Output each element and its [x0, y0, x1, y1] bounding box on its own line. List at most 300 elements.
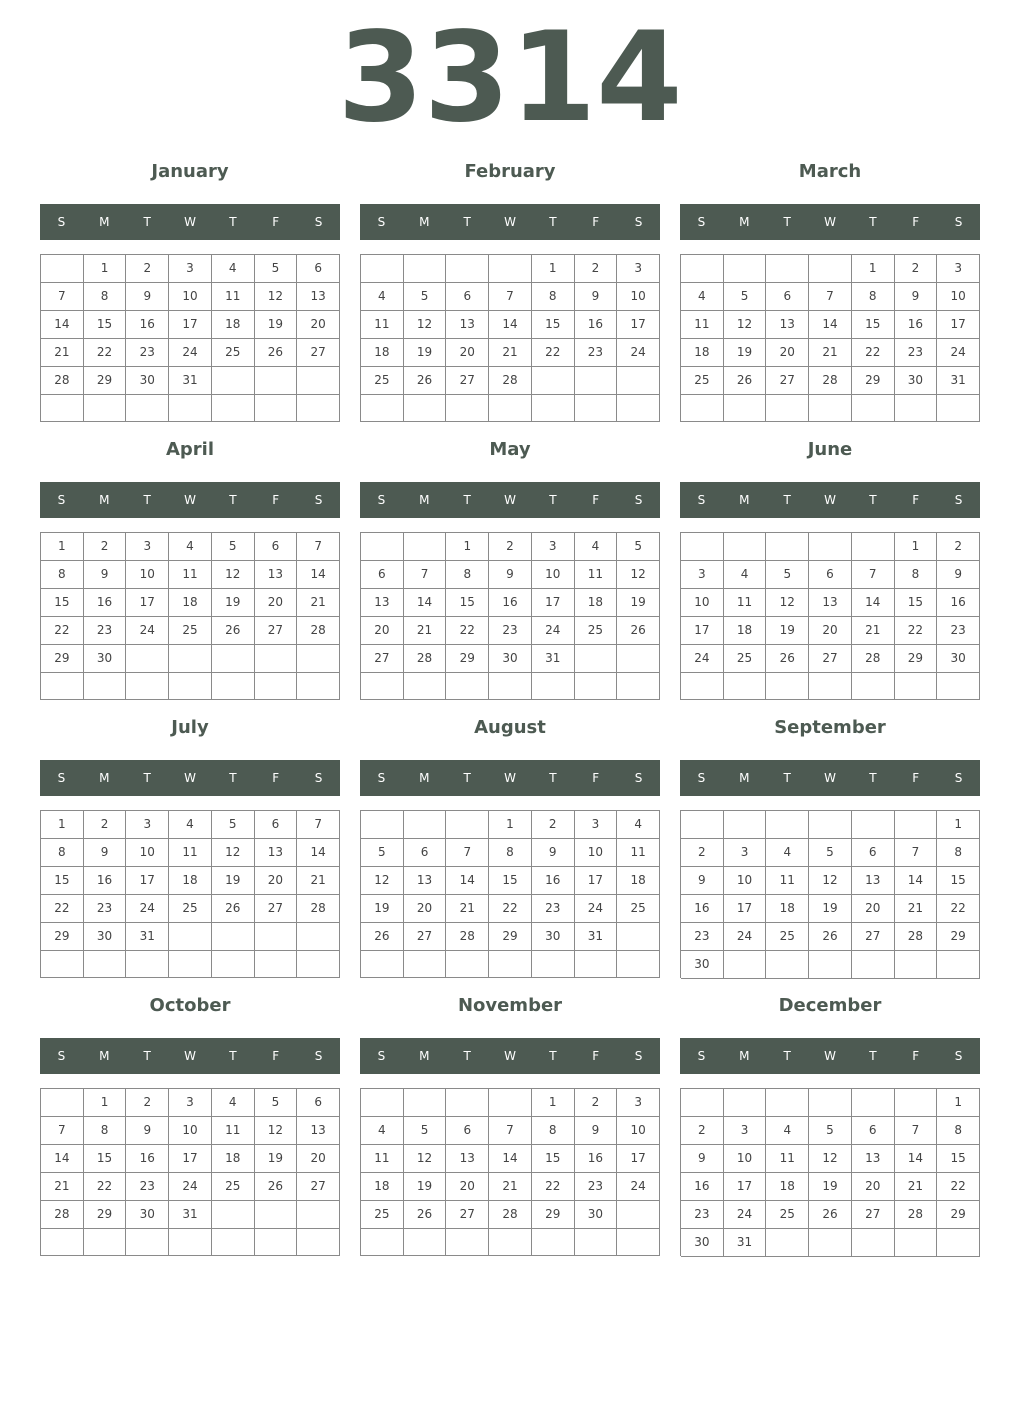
weekday-label: S: [634, 771, 643, 785]
empty-day-cell: [126, 673, 169, 700]
weekday-label: T: [869, 771, 877, 785]
day-cell: 26: [255, 1173, 298, 1201]
day-cell: 9: [681, 867, 724, 895]
empty-day-cell: [84, 673, 127, 700]
day-cell: 11: [169, 839, 212, 867]
weekday-label: M: [99, 1049, 110, 1063]
empty-day-cell: [809, 951, 852, 979]
day-cell: 29: [41, 923, 84, 951]
day-cell: 22: [532, 339, 575, 367]
empty-day-cell: [681, 811, 724, 839]
month-name: August: [474, 717, 546, 738]
day-cell: 13: [255, 839, 298, 867]
day-cell: 26: [212, 617, 255, 645]
weekday-label: T: [229, 1049, 237, 1063]
empty-day-cell: [41, 673, 84, 700]
empty-day-cell: [809, 673, 852, 700]
day-cell: 20: [446, 1173, 489, 1201]
day-cell: 25: [169, 617, 212, 645]
day-cell: 2: [681, 839, 724, 867]
empty-day-cell: [852, 673, 895, 700]
day-grid: [360, 532, 660, 700]
day-cell: 25: [681, 367, 724, 395]
empty-day-cell: [297, 395, 340, 422]
weekday-label: S: [57, 1049, 66, 1063]
day-cell: 9: [532, 839, 575, 867]
empty-day-cell: [446, 395, 489, 422]
empty-day-cell: [937, 395, 980, 422]
day-cell: 4: [212, 1089, 255, 1117]
day-grid: [40, 810, 340, 978]
weekday-label: S: [57, 771, 66, 785]
empty-day-cell: [852, 1229, 895, 1257]
day-cell: 24: [617, 1173, 660, 1201]
weekday-label: S: [377, 771, 386, 785]
day-cell: 26: [212, 895, 255, 923]
day-cell: 6: [766, 283, 809, 311]
day-cell: 16: [575, 311, 618, 339]
day-cell: 27: [255, 617, 298, 645]
day-cell: 13: [404, 867, 447, 895]
day-cell: 24: [724, 1201, 767, 1229]
day-cell: 26: [766, 645, 809, 673]
empty-day-cell: [852, 1089, 895, 1117]
weekday-label: M: [419, 215, 430, 229]
weekday-label: S: [954, 771, 963, 785]
day-cell: 13: [852, 1145, 895, 1173]
day-cell: 26: [617, 617, 660, 645]
weekday-label: S: [634, 493, 643, 507]
day-cell: 27: [446, 1201, 489, 1229]
day-cell: 14: [895, 1145, 938, 1173]
day-cell: 15: [937, 867, 980, 895]
day-cell: 3: [724, 839, 767, 867]
day-cell: 28: [446, 923, 489, 951]
weekday-label: W: [184, 215, 196, 229]
day-cell: 20: [809, 617, 852, 645]
weekday-label: S: [377, 215, 386, 229]
day-cell: 14: [297, 561, 340, 589]
month-november: [360, 990, 660, 1260]
day-cell: 19: [724, 339, 767, 367]
weekday-label: F: [912, 493, 920, 507]
day-cell: 20: [446, 339, 489, 367]
day-cell: 21: [852, 617, 895, 645]
empty-day-cell: [617, 1201, 660, 1229]
day-cell: 20: [255, 867, 298, 895]
day-cell: 10: [169, 283, 212, 311]
day-cell: 18: [212, 1145, 255, 1173]
day-cell: 1: [937, 811, 980, 839]
month-may: [360, 434, 660, 704]
weekday-label: W: [824, 215, 836, 229]
day-cell: 15: [532, 1145, 575, 1173]
weekday-label: T: [549, 493, 557, 507]
day-cell: 12: [361, 867, 404, 895]
day-cell: 15: [489, 867, 532, 895]
empty-day-cell: [766, 811, 809, 839]
day-cell: 15: [852, 311, 895, 339]
day-cell: 27: [852, 923, 895, 951]
day-cell: 7: [852, 561, 895, 589]
day-cell: 6: [297, 255, 340, 283]
day-cell: 28: [297, 617, 340, 645]
empty-day-cell: [681, 395, 724, 422]
day-cell: 10: [937, 283, 980, 311]
empty-day-cell: [41, 1089, 84, 1117]
day-cell: 30: [489, 645, 532, 673]
weekday-label: S: [314, 493, 323, 507]
day-cell: 14: [809, 311, 852, 339]
day-cell: 31: [532, 645, 575, 673]
day-cell: 25: [766, 923, 809, 951]
empty-day-cell: [255, 1229, 298, 1256]
day-grid: [680, 532, 980, 700]
month-september: [680, 712, 980, 982]
day-cell: 31: [724, 1229, 767, 1257]
day-cell: 10: [126, 561, 169, 589]
month-name: December: [778, 995, 882, 1016]
day-cell: 24: [724, 923, 767, 951]
weekday-label: T: [463, 493, 471, 507]
day-cell: 3: [937, 255, 980, 283]
empty-day-cell: [532, 951, 575, 978]
day-cell: 24: [169, 339, 212, 367]
empty-day-cell: [84, 951, 127, 978]
day-cell: 21: [489, 339, 532, 367]
day-grid: [680, 810, 980, 978]
day-cell: 24: [575, 895, 618, 923]
empty-day-cell: [404, 533, 447, 561]
weekday-header: [40, 1038, 340, 1074]
day-cell: 19: [766, 617, 809, 645]
day-cell: 7: [404, 561, 447, 589]
month-name: February: [464, 161, 556, 182]
empty-day-cell: [404, 673, 447, 700]
day-cell: 14: [41, 1145, 84, 1173]
day-cell: 20: [255, 589, 298, 617]
day-cell: 11: [681, 311, 724, 339]
day-cell: 21: [895, 895, 938, 923]
empty-day-cell: [212, 1229, 255, 1256]
empty-day-cell: [446, 1229, 489, 1256]
empty-day-cell: [126, 951, 169, 978]
empty-day-cell: [361, 1229, 404, 1256]
empty-day-cell: [255, 673, 298, 700]
weekday-header: [360, 760, 660, 796]
empty-day-cell: [212, 923, 255, 951]
empty-day-cell: [489, 1229, 532, 1256]
day-cell: 20: [297, 311, 340, 339]
day-cell: 7: [489, 1117, 532, 1145]
day-cell: 16: [126, 1145, 169, 1173]
empty-day-cell: [297, 1201, 340, 1229]
weekday-label: F: [592, 771, 600, 785]
empty-day-cell: [895, 1229, 938, 1257]
day-cell: 10: [617, 283, 660, 311]
empty-day-cell: [404, 811, 447, 839]
day-cell: 14: [852, 589, 895, 617]
month-october: [40, 990, 340, 1260]
empty-day-cell: [724, 811, 767, 839]
empty-day-cell: [446, 811, 489, 839]
empty-day-cell: [681, 1089, 724, 1117]
empty-day-cell: [169, 673, 212, 700]
day-cell: 21: [404, 617, 447, 645]
day-cell: 27: [255, 895, 298, 923]
day-cell: 7: [895, 1117, 938, 1145]
weekday-label: F: [272, 771, 280, 785]
weekday-header: [360, 204, 660, 240]
day-cell: 13: [766, 311, 809, 339]
day-cell: 4: [681, 283, 724, 311]
weekday-label: T: [549, 771, 557, 785]
day-cell: 9: [681, 1145, 724, 1173]
day-cell: 1: [852, 255, 895, 283]
day-cell: 2: [895, 255, 938, 283]
empty-day-cell: [212, 645, 255, 673]
day-cell: 12: [617, 561, 660, 589]
day-cell: 6: [255, 533, 298, 561]
day-cell: 28: [41, 367, 84, 395]
weekday-label: M: [739, 771, 750, 785]
day-cell: 28: [404, 645, 447, 673]
day-cell: 14: [489, 1145, 532, 1173]
empty-day-cell: [852, 951, 895, 979]
day-cell: 21: [809, 339, 852, 367]
day-cell: 11: [724, 589, 767, 617]
day-cell: 5: [212, 811, 255, 839]
day-cell: 14: [895, 867, 938, 895]
empty-day-cell: [724, 951, 767, 979]
empty-day-cell: [852, 533, 895, 561]
weekday-label: W: [184, 771, 196, 785]
empty-day-cell: [617, 1229, 660, 1256]
day-cell: 10: [169, 1117, 212, 1145]
weekday-header: [680, 1038, 980, 1074]
weekday-label: S: [634, 215, 643, 229]
empty-day-cell: [895, 673, 938, 700]
day-cell: 23: [937, 617, 980, 645]
day-cell: 16: [489, 589, 532, 617]
day-cell: 19: [255, 311, 298, 339]
day-cell: 23: [532, 895, 575, 923]
day-cell: 5: [766, 561, 809, 589]
empty-day-cell: [809, 1089, 852, 1117]
day-cell: 28: [852, 645, 895, 673]
day-cell: 20: [404, 895, 447, 923]
day-cell: 13: [361, 589, 404, 617]
day-cell: 16: [895, 311, 938, 339]
empty-day-cell: [255, 923, 298, 951]
day-cell: 3: [617, 1089, 660, 1117]
day-cell: 14: [404, 589, 447, 617]
weekday-label: F: [912, 215, 920, 229]
day-cell: 9: [489, 561, 532, 589]
day-cell: 21: [297, 589, 340, 617]
month-name: January: [151, 161, 229, 182]
day-cell: 29: [84, 1201, 127, 1229]
weekday-header: [40, 204, 340, 240]
day-cell: 4: [212, 255, 255, 283]
day-cell: 6: [255, 811, 298, 839]
weekday-label: M: [419, 771, 430, 785]
day-cell: 13: [446, 311, 489, 339]
day-cell: 11: [361, 1145, 404, 1173]
day-cell: 12: [766, 589, 809, 617]
day-cell: 24: [126, 895, 169, 923]
day-grid: [680, 1088, 980, 1256]
day-cell: 8: [489, 839, 532, 867]
empty-day-cell: [84, 395, 127, 422]
empty-day-cell: [255, 645, 298, 673]
empty-day-cell: [532, 673, 575, 700]
day-cell: 4: [361, 283, 404, 311]
day-cell: 2: [126, 1089, 169, 1117]
day-cell: 27: [852, 1201, 895, 1229]
day-cell: 30: [681, 951, 724, 979]
day-cell: 23: [84, 895, 127, 923]
day-cell: 24: [681, 645, 724, 673]
month-march: [680, 156, 980, 426]
weekday-label: S: [634, 1049, 643, 1063]
day-cell: 16: [681, 1173, 724, 1201]
day-cell: 2: [126, 255, 169, 283]
day-cell: 12: [404, 311, 447, 339]
day-cell: 29: [937, 1201, 980, 1229]
day-cell: 4: [766, 1117, 809, 1145]
empty-day-cell: [489, 255, 532, 283]
day-cell: 6: [361, 561, 404, 589]
day-cell: 13: [446, 1145, 489, 1173]
weekday-label: T: [229, 215, 237, 229]
empty-day-cell: [41, 255, 84, 283]
month-name: May: [489, 439, 531, 460]
day-cell: 17: [617, 311, 660, 339]
day-cell: 12: [212, 839, 255, 867]
day-cell: 8: [41, 561, 84, 589]
day-cell: 23: [126, 339, 169, 367]
empty-day-cell: [617, 951, 660, 978]
day-cell: 7: [895, 839, 938, 867]
day-cell: 10: [532, 561, 575, 589]
day-cell: 25: [575, 617, 618, 645]
weekday-label: S: [697, 771, 706, 785]
weekday-label: S: [314, 215, 323, 229]
month-july: [40, 712, 340, 982]
day-cell: 17: [724, 895, 767, 923]
day-cell: 15: [937, 1145, 980, 1173]
day-cell: 2: [681, 1117, 724, 1145]
day-cell: 8: [84, 283, 127, 311]
day-cell: 9: [937, 561, 980, 589]
day-cell: 28: [41, 1201, 84, 1229]
empty-day-cell: [404, 951, 447, 978]
day-cell: 17: [532, 589, 575, 617]
day-cell: 23: [681, 1201, 724, 1229]
day-cell: 9: [126, 1117, 169, 1145]
empty-day-cell: [532, 1229, 575, 1256]
day-cell: 18: [681, 339, 724, 367]
empty-day-cell: [532, 367, 575, 395]
empty-day-cell: [937, 673, 980, 700]
day-cell: 21: [446, 895, 489, 923]
empty-day-cell: [169, 923, 212, 951]
day-cell: 27: [297, 1173, 340, 1201]
day-cell: 2: [575, 1089, 618, 1117]
weekday-label: F: [912, 1049, 920, 1063]
day-cell: 4: [361, 1117, 404, 1145]
month-april: [40, 434, 340, 704]
weekday-label: F: [912, 771, 920, 785]
day-cell: 27: [446, 367, 489, 395]
day-cell: 7: [41, 1117, 84, 1145]
weekday-label: M: [419, 493, 430, 507]
weekday-label: S: [377, 1049, 386, 1063]
day-cell: 23: [575, 339, 618, 367]
day-cell: 16: [681, 895, 724, 923]
empty-day-cell: [575, 367, 618, 395]
month-name: April: [165, 439, 215, 460]
empty-day-cell: [617, 645, 660, 673]
empty-day-cell: [41, 395, 84, 422]
empty-day-cell: [297, 367, 340, 395]
empty-day-cell: [361, 811, 404, 839]
empty-day-cell: [212, 367, 255, 395]
day-cell: 3: [532, 533, 575, 561]
day-cell: 6: [404, 839, 447, 867]
day-cell: 28: [489, 1201, 532, 1229]
empty-day-cell: [446, 673, 489, 700]
day-cell: 25: [617, 895, 660, 923]
day-cell: 10: [617, 1117, 660, 1145]
day-cell: 30: [681, 1229, 724, 1257]
day-cell: 5: [404, 283, 447, 311]
day-cell: 31: [126, 923, 169, 951]
day-cell: 31: [937, 367, 980, 395]
weekday-label: M: [739, 1049, 750, 1063]
day-cell: 15: [446, 589, 489, 617]
weekday-label: F: [592, 215, 600, 229]
empty-day-cell: [895, 1089, 938, 1117]
empty-day-cell: [297, 645, 340, 673]
day-cell: 17: [681, 617, 724, 645]
day-cell: 25: [766, 1201, 809, 1229]
day-cell: 31: [169, 1201, 212, 1229]
day-cell: 18: [575, 589, 618, 617]
day-cell: 6: [446, 1117, 489, 1145]
empty-day-cell: [766, 1229, 809, 1257]
empty-day-cell: [575, 645, 618, 673]
empty-day-cell: [575, 1229, 618, 1256]
day-cell: 13: [255, 561, 298, 589]
day-cell: 1: [532, 255, 575, 283]
empty-day-cell: [809, 1229, 852, 1257]
day-cell: 11: [212, 283, 255, 311]
empty-day-cell: [126, 1229, 169, 1256]
day-cell: 21: [41, 1173, 84, 1201]
weekday-label: W: [824, 493, 836, 507]
empty-day-cell: [212, 395, 255, 422]
day-cell: 30: [575, 1201, 618, 1229]
day-cell: 19: [361, 895, 404, 923]
day-cell: 1: [937, 1089, 980, 1117]
day-cell: 1: [84, 255, 127, 283]
empty-day-cell: [126, 645, 169, 673]
weekday-label: S: [954, 1049, 963, 1063]
day-cell: 16: [126, 311, 169, 339]
day-cell: 10: [724, 867, 767, 895]
